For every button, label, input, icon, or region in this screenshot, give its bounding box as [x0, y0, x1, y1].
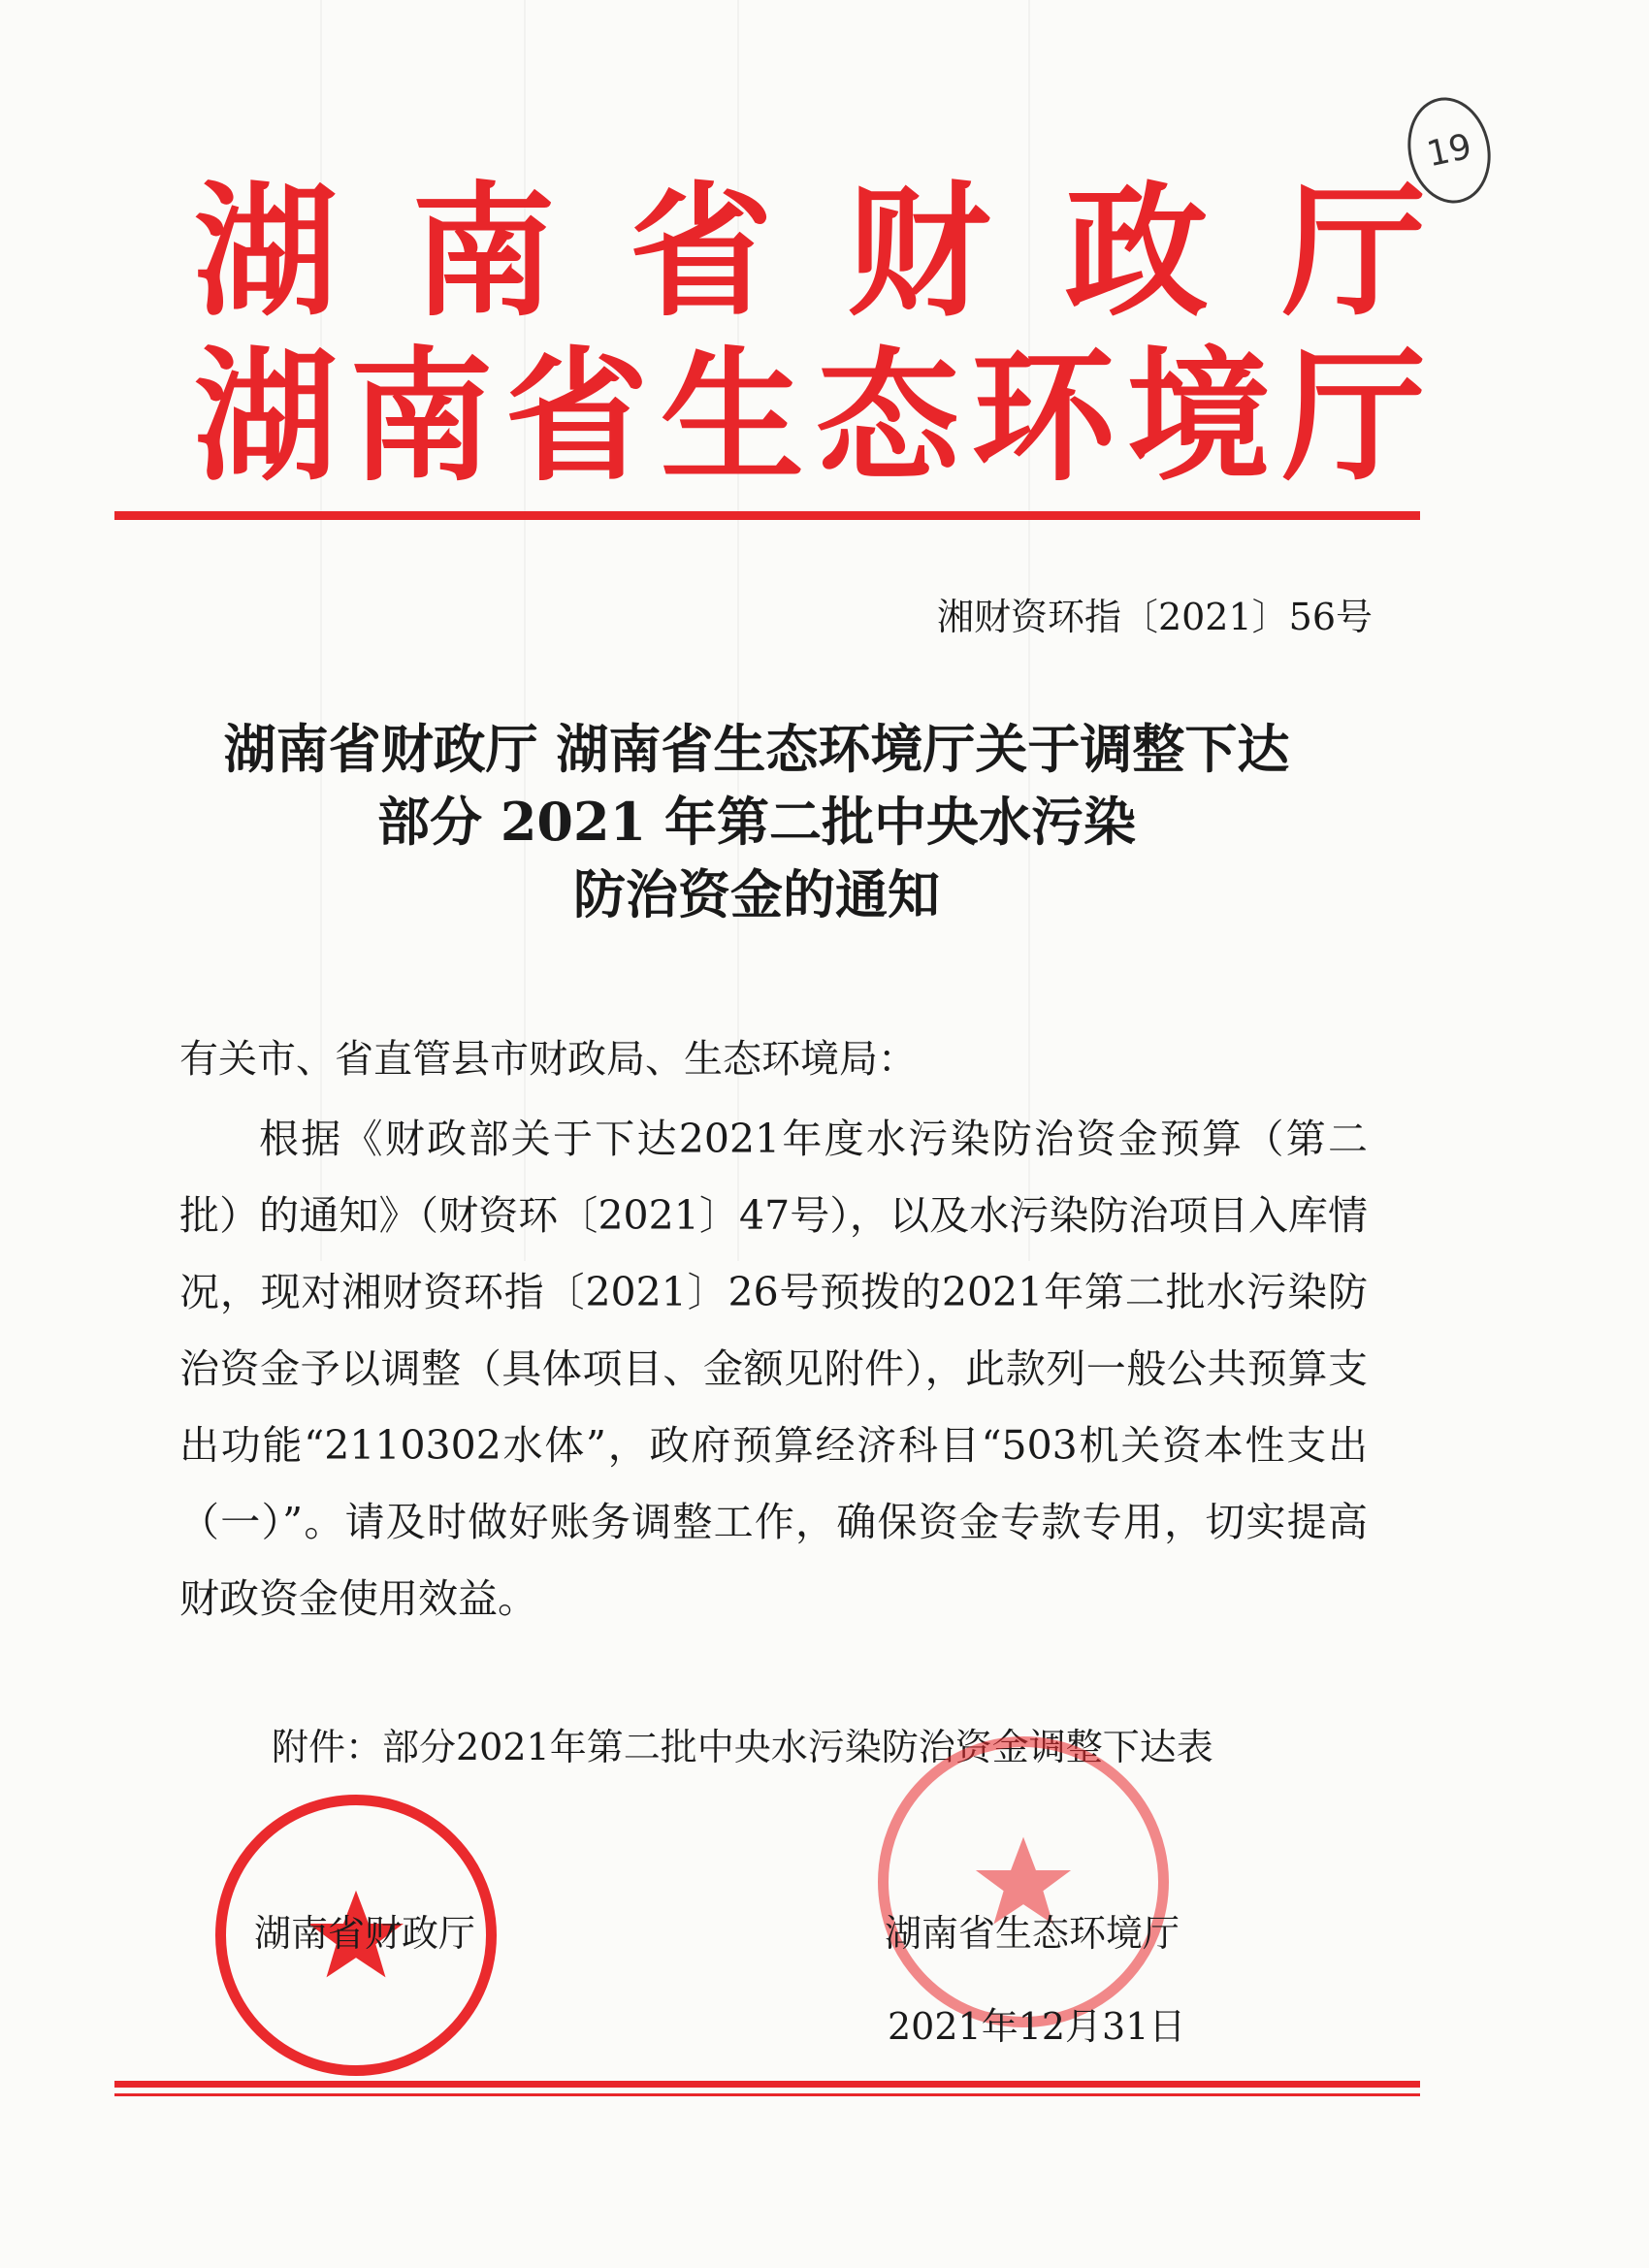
title-line-2: 部分 2021 年第二批中央水污染 [377, 791, 1136, 853]
title-line-3: 防治资金的通知 [573, 863, 940, 925]
header-issuer-1: 湖南省财政厅 [194, 169, 1426, 336]
red-footer-rule [114, 2081, 1420, 2088]
page-number-text: 19 [1423, 126, 1475, 175]
seal-star-icon [889, 1747, 1158, 2017]
document-number: 湘财资环指〔2021〕56号 [936, 596, 1373, 638]
body-paragraph: 根据《财政部关于下达2021年度水污染防治资金预算（第二批）的通知》（财资环〔2021〕47号），以及水污染防治项目入库情况，现对湘财资环指〔2021〕26号预拨的2021年第二批水污染防治资金予以调整（具体项目、金额见附件），此款列一般公共预算支出功能“2110302水体”，政府预算经济科目“503机关资本性支出（一）”。请及时做好账务调整工作，确保资金专款专用，切实提高财政资金使用效益。 [179, 1116, 1368, 1622]
title-line-1: 湖南省财政厅 湖南省生态环境厅关于调整下达 [223, 718, 1290, 780]
red-footer-rule-thin [114, 2093, 1420, 2096]
header-issuer-2: 湖南省生态环境厅 [194, 334, 1426, 501]
document-title [146, 713, 1368, 931]
red-header-rule [114, 511, 1420, 520]
signer-finance-dept: 湖南省财政厅 [254, 1912, 476, 1955]
ecology-dept-seal [878, 1736, 1169, 2027]
attachment-line: 附件：部分2021年第二批中央水污染防治资金调整下达表 [272, 1726, 1213, 1768]
signer-ecology-dept: 湖南省生态环境厅 [885, 1912, 1180, 1955]
addressee: 有关市、省直管县市财政局、生态环境局： [179, 1037, 917, 1082]
signing-date: 2021年12月31日 [888, 2005, 1186, 2048]
